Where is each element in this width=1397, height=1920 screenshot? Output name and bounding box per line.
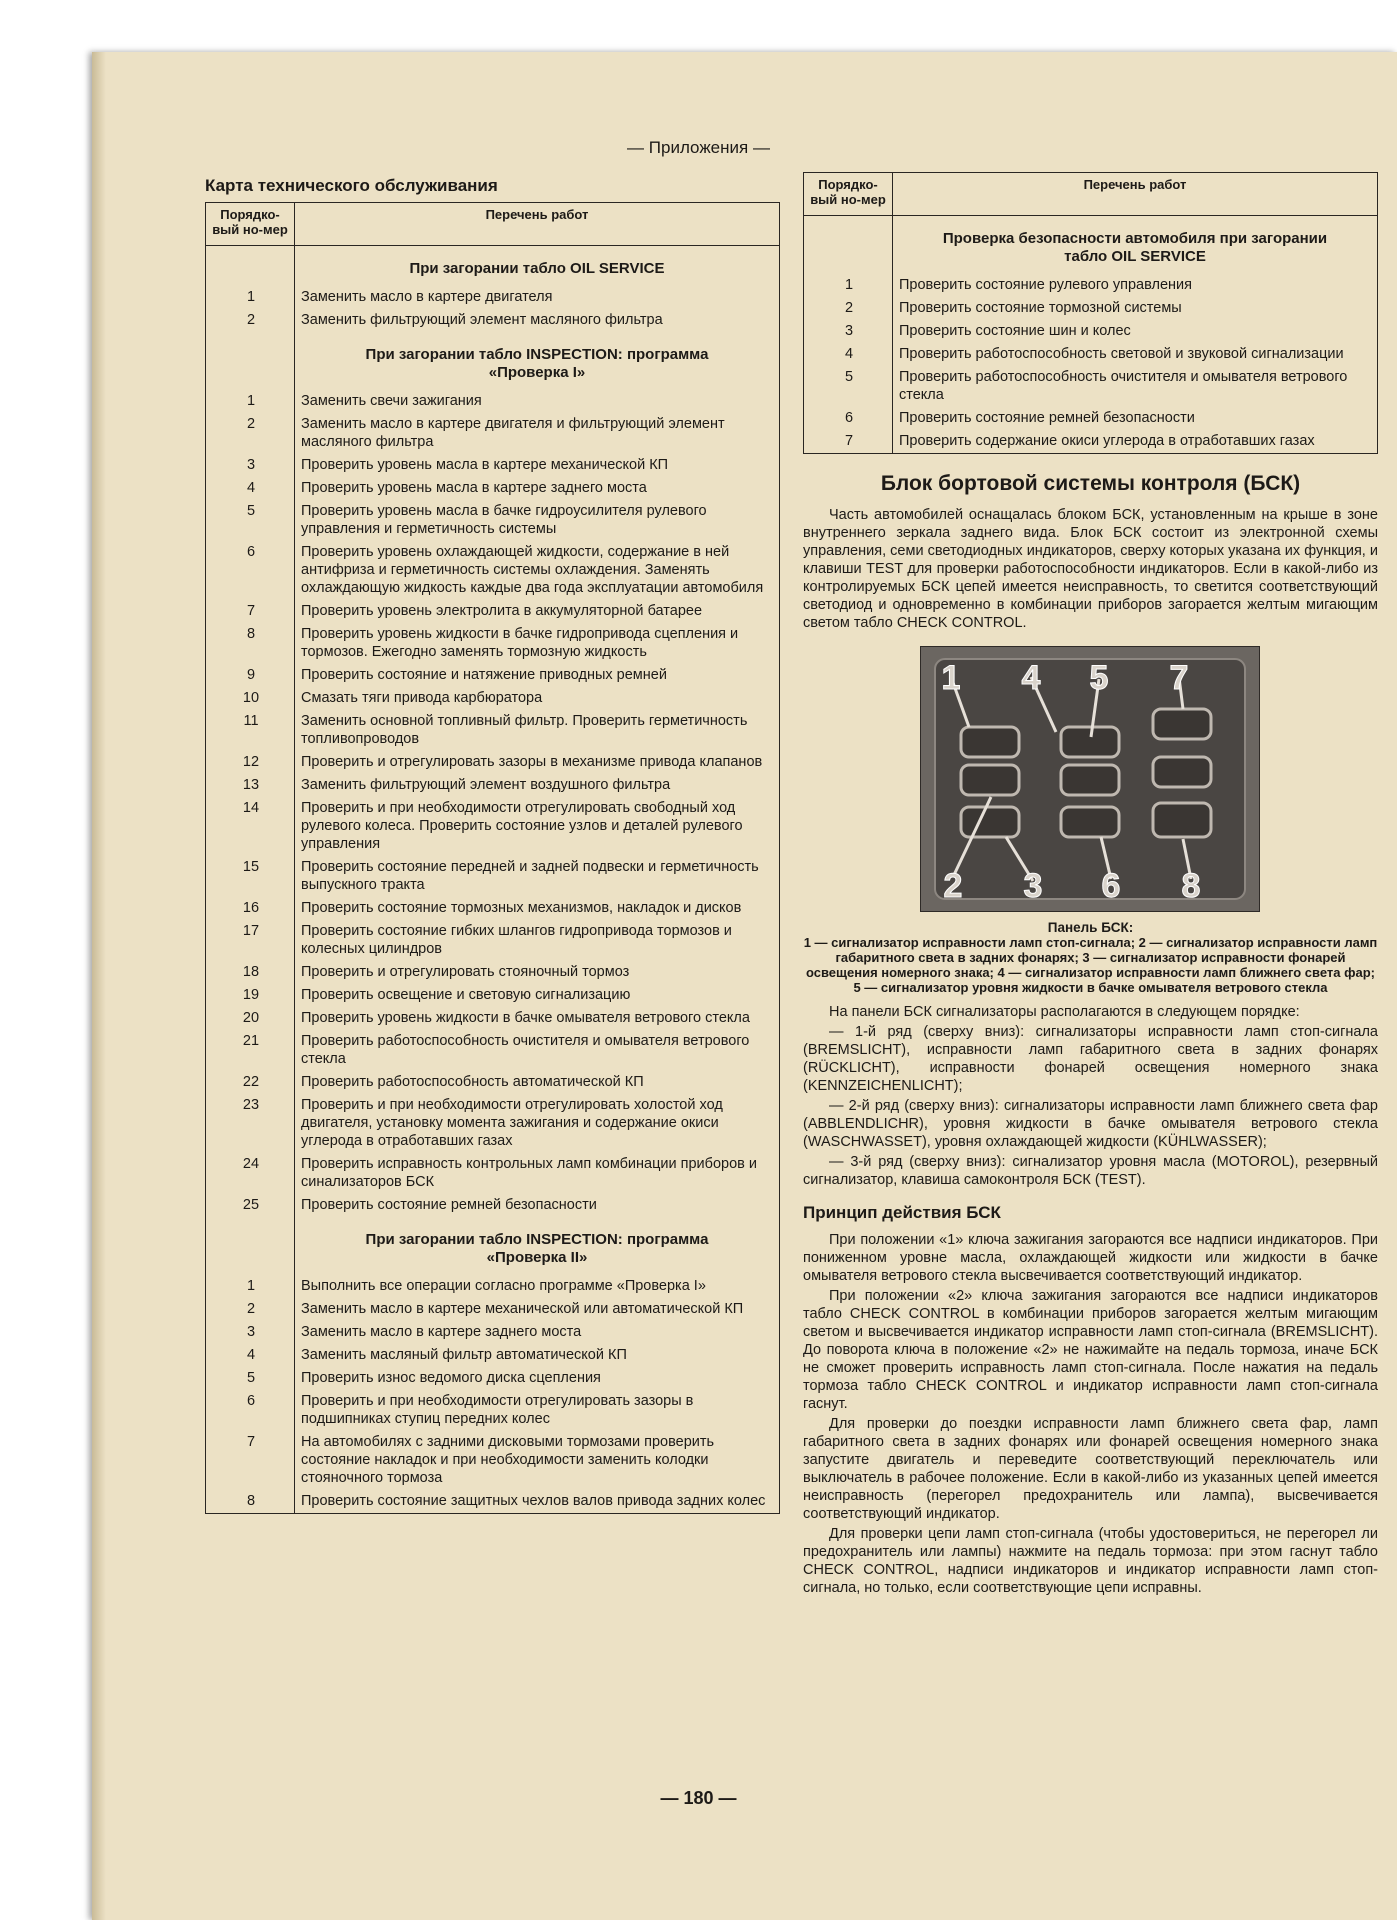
layout-item: — 3-й ряд (сверху вниз): сигнализатор уровня масла (MOTOROL), резервный сигнализатор, клавиша самоконтроля БСК (TEST). bbox=[803, 1154, 1378, 1188]
table-row bbox=[206, 856, 780, 897]
row-work: Проверить уровень жидкости в бачке гидропривода сцепления и тормозов. Ежегодно заменять тормозную жидкость bbox=[295, 623, 780, 664]
row-number: 10 bbox=[206, 687, 295, 710]
bsk-section-title: Блок бортовой системы контроля (БСК) bbox=[880, 472, 1301, 495]
table-row bbox=[804, 407, 1378, 430]
column-header-works: Перечень работ bbox=[295, 203, 780, 246]
table-row bbox=[206, 710, 780, 751]
layout-item: — 1-й ряд (сверху вниз): сигнализаторы исправности ламп стоп-сигнала (BREMSLICHT), исправности ламп габаритного света в задних фонарях (RÜCKLICHT), исправности фонарей освещения номерного знака (KENNZEICHENLICHT); bbox=[803, 1024, 1378, 1094]
row-number: 20 bbox=[206, 1007, 295, 1030]
row-work: Проверить состояние передней и задней подвески и герметичность выпускного тракта bbox=[295, 856, 780, 897]
row-work: Проверить содержание окиси углерода в отработавших газах bbox=[893, 430, 1378, 454]
running-head: — Приложения — bbox=[627, 138, 770, 157]
table-row bbox=[804, 343, 1378, 366]
row-work: Проверить состояние шин и колес bbox=[893, 320, 1378, 343]
row-number: 14 bbox=[206, 797, 295, 856]
column-header-number: Порядко-вый но-мер bbox=[804, 173, 893, 216]
row-work: Заменить масло в картере заднего моста bbox=[295, 1321, 780, 1344]
table-row bbox=[206, 1153, 780, 1194]
row-work: Заменить масло в картере механической или автоматической КП bbox=[295, 1298, 780, 1321]
row-work: Проверить и отрегулировать стояночный тормоз bbox=[295, 961, 780, 984]
row-number: 17 bbox=[206, 920, 295, 961]
table-row bbox=[206, 1298, 780, 1321]
table-row bbox=[206, 984, 780, 1007]
row-number: 5 bbox=[804, 366, 893, 407]
row-number: 7 bbox=[206, 600, 295, 623]
table-subheading: При загорании табло OIL SERVICE bbox=[295, 246, 780, 287]
row-number bbox=[804, 216, 893, 275]
row-work: Проверить уровень охлаждающей жидкости, содержание в ней антифриза и герметичность системы охлаждения. Заменять охлаждающую жидкость каждые два года эксплуатации автомобиля bbox=[295, 541, 780, 600]
table-row bbox=[206, 797, 780, 856]
table-subheading: При загорании табло INSPECTION: программа «Проверка I» bbox=[295, 332, 780, 390]
table-row bbox=[206, 1321, 780, 1344]
table-row bbox=[804, 430, 1378, 454]
table-row bbox=[206, 477, 780, 500]
row-work: Проверить уровень жидкости в бачке омывателя ветрового стекла bbox=[295, 1007, 780, 1030]
principle-paragraph: Для проверки цепи ламп стоп-сигнала (чтобы удостовериться, не перегорел ли предохранитель или лампы) нажмите на педаль тормоза: при этом гаснут табло CHECK CONTROL, надписи индикаторов и индикатор исправности ламп стоп-сигнала, но только, если соответствующие цепи исправны. bbox=[803, 1526, 1378, 1596]
left-column bbox=[205, 172, 780, 1514]
row-number: 4 bbox=[206, 1344, 295, 1367]
right-column bbox=[803, 172, 1378, 1599]
row-work: Смазать тяги привода карбюратора bbox=[295, 687, 780, 710]
row-work: Проверить состояние ремней безопасности bbox=[893, 407, 1378, 430]
table-row bbox=[206, 1390, 780, 1431]
row-number: 23 bbox=[206, 1094, 295, 1153]
row-work: Заменить фильтрующий элемент воздушного фильтра bbox=[295, 774, 780, 797]
table-row bbox=[804, 274, 1378, 297]
principle-title: Принцип действия БСК bbox=[803, 1203, 1001, 1222]
row-work: Заменить масло в картере двигателя и фильтрующий элемент масляного фильтра bbox=[295, 413, 780, 454]
row-work: Проверить состояние рулевого управления bbox=[893, 274, 1378, 297]
row-number: 5 bbox=[206, 1367, 295, 1390]
row-work: Проверить работоспособность световой и звуковой сигнализации bbox=[893, 343, 1378, 366]
row-work: Проверить работоспособность автоматической КП bbox=[295, 1071, 780, 1094]
row-work: Проверить состояние тормозных механизмов, накладок и дисков bbox=[295, 897, 780, 920]
table-row bbox=[206, 1367, 780, 1390]
row-work: Проверить и отрегулировать зазоры в механизме привода клапанов bbox=[295, 751, 780, 774]
table-subheading-row bbox=[804, 216, 1378, 275]
table-row bbox=[804, 297, 1378, 320]
row-number bbox=[206, 246, 295, 287]
table-row bbox=[206, 1071, 780, 1094]
row-number: 8 bbox=[206, 1490, 295, 1514]
row-work: Проверить работоспособность очистителя и омывателя ветрового стекла bbox=[295, 1030, 780, 1071]
table-row bbox=[206, 600, 780, 623]
row-work: Проверить состояние тормозной системы bbox=[893, 297, 1378, 320]
layout-intro: На панели БСК сигнализаторы располагаются в следующем порядке: bbox=[829, 1004, 1300, 1020]
row-work: Заменить основной топливный фильтр. Проверить герметичность топливопроводов bbox=[295, 710, 780, 751]
paper-edge bbox=[92, 52, 106, 1920]
row-work: Проверить износ ведомого диска сцепления bbox=[295, 1367, 780, 1390]
table-row bbox=[206, 1030, 780, 1071]
photo-label: 8 bbox=[1181, 867, 1201, 905]
table-row bbox=[206, 897, 780, 920]
row-work: Проверить и при необходимости отрегулировать холостой ход двигателя, установку момента зажигания и содержание окиси углерода в отработавших газах bbox=[295, 1094, 780, 1153]
table-row bbox=[206, 623, 780, 664]
table-row bbox=[206, 286, 780, 309]
bsk-intro-paragraph: Часть автомобилей оснащалась блоком БСК, установленным на крыше в зоне внутреннего зеркала заднего вида. Блок БСК состоит из электронной схемы управления, семи светодиодных индикаторов, сверху которых указана их функция, и клавиши TEST для проверки работоспособности индикаторов. Если в какой-либо из контролируемых БСК цепей имеется неисправность, то светится соответствующий светодиод и одновременно в комбинации приборов загорается желтым мигающим светом табло CHECK CONTROL. bbox=[803, 507, 1378, 631]
row-number: 6 bbox=[206, 541, 295, 600]
row-work: Заменить фильтрующий элемент масляного фильтра bbox=[295, 309, 780, 332]
table-row bbox=[206, 687, 780, 710]
table-subheading: Проверка безопасности автомобиля при загорании табло OIL SERVICE bbox=[893, 216, 1378, 275]
row-work: Выполнить все операции согласно программе «Проверка I» bbox=[295, 1275, 780, 1298]
row-number: 18 bbox=[206, 961, 295, 984]
maintenance-table bbox=[205, 202, 780, 1514]
table-row bbox=[206, 774, 780, 797]
table-subheading-row bbox=[206, 1217, 780, 1275]
column-header-number: Порядко-вый но-мер bbox=[206, 203, 295, 246]
row-number: 1 bbox=[206, 1275, 295, 1298]
table-row bbox=[206, 1094, 780, 1153]
row-number: 5 bbox=[206, 500, 295, 541]
table-row bbox=[206, 541, 780, 600]
table-row bbox=[206, 664, 780, 687]
row-work: Проверить работоспособность очистителя и омывателя ветрового стекла bbox=[893, 366, 1378, 407]
row-number: 2 bbox=[804, 297, 893, 320]
row-number: 12 bbox=[206, 751, 295, 774]
photo-label: 6 bbox=[1101, 867, 1121, 905]
table-row bbox=[206, 1275, 780, 1298]
row-work: Проверить уровень электролита в аккумуляторной батарее bbox=[295, 600, 780, 623]
row-number: 6 bbox=[804, 407, 893, 430]
row-number: 3 bbox=[206, 454, 295, 477]
row-number: 19 bbox=[206, 984, 295, 1007]
photo-caption: 1 — сигнализатор исправности ламп стоп-сигнала; 2 — сигнализатор исправности ламп габаритного света в задних фонарях; 3 — сигнализатор исправности фонарей освещения номерного знака; 4 — сигнализатор исправности ламп ближнего света фар; 5 — сигнализатор уровня жидкости в бачке омывателя ветрового стекла bbox=[803, 935, 1378, 995]
table-row bbox=[206, 309, 780, 332]
principle-paragraph: При положении «2» ключа зажигания загораются все надписи индикаторов табло CHECK CONTROL в комбинации приборов загорается желтым мигающим светом и высвечивается индикатор исправности ламп стоп-сигнала (BREMSLICHT). До поворота ключа в положение «2» не нажимайте на педаль тормоза, иначе БСК не сможет проверить исправность ламп стоп-сигнала. После нажатия на педаль тормоза табло CHECK CONTROL и индикатор исправности ламп стоп-сигнала гаснут. bbox=[803, 1288, 1378, 1412]
row-number: 7 bbox=[804, 430, 893, 454]
principle-paragraph: Для проверки до поездки исправности ламп ближнего света фар, ламп габаритного света в задних фонарях или фонарей освещения номерного знака запустите двигатель и переведите соответствующий переключатель или выключатель в рабочее положение. Если в какой-либо из указанных цепей имеется неисправность (перегорел предохранитель или лампа), высвечивается соответствующий индикатор. bbox=[803, 1416, 1378, 1522]
table-subheading: При загорании табло INSPECTION: программа «Проверка II» bbox=[295, 1217, 780, 1275]
row-work: Заменить свечи зажигания bbox=[295, 390, 780, 413]
row-number: 4 bbox=[804, 343, 893, 366]
row-number bbox=[206, 332, 295, 390]
row-work: Проверить уровень масла в бачке гидроусилителя рулевого управления и герметичность системы bbox=[295, 500, 780, 541]
row-number: 2 bbox=[206, 309, 295, 332]
table-row bbox=[206, 1194, 780, 1217]
row-work: Проверить состояние гибких шлангов гидропривода тормозов и колесных цилиндров bbox=[295, 920, 780, 961]
photo-caption-title: Панель БСК: bbox=[1047, 920, 1134, 935]
row-work: Проверить исправность контрольных ламп комбинации приборов и синализаторов БСК bbox=[295, 1153, 780, 1194]
row-number: 1 bbox=[206, 390, 295, 413]
photo-label: 5 bbox=[1089, 659, 1109, 697]
row-number: 21 bbox=[206, 1030, 295, 1071]
bsk-panel-illustration bbox=[921, 647, 1259, 911]
row-work: Проверить состояние защитных чехлов валов привода задних колес bbox=[295, 1490, 780, 1514]
page-number: — 180 — bbox=[660, 1788, 737, 1808]
row-number: 15 bbox=[206, 856, 295, 897]
row-work: Проверить уровень масла в картере заднего моста bbox=[295, 477, 780, 500]
column-header-works: Перечень работ bbox=[893, 173, 1378, 216]
table-row bbox=[206, 1007, 780, 1030]
table-row bbox=[206, 454, 780, 477]
row-work: На автомобилях с задними дисковыми тормозами проверить состояние накладок и при необходимости заменить колодки стояночного тормоза bbox=[295, 1431, 780, 1490]
row-number: 9 bbox=[206, 664, 295, 687]
maintenance-table-body bbox=[206, 246, 780, 1514]
photo-label: 7 bbox=[1169, 659, 1189, 697]
row-number: 3 bbox=[804, 320, 893, 343]
table-row bbox=[206, 1490, 780, 1514]
row-number: 3 bbox=[206, 1321, 295, 1344]
photo-label: 1 bbox=[941, 659, 961, 697]
row-number: 24 bbox=[206, 1153, 295, 1194]
row-work: Проверить уровень масла в картере механической КП bbox=[295, 454, 780, 477]
row-number: 2 bbox=[206, 1298, 295, 1321]
table-row bbox=[206, 961, 780, 984]
row-number: 22 bbox=[206, 1071, 295, 1094]
table-subheading-row bbox=[206, 246, 780, 287]
row-work: Проверить состояние ремней безопасности bbox=[295, 1194, 780, 1217]
principle-paragraph: При положении «1» ключа зажигания загораются все надписи индикаторов. При пониженном уровне масла, охлаждающей жидкости или жидкости в бачке омывателя ветрового стекла высвечивается соответствующий индикатор. bbox=[803, 1232, 1378, 1284]
safety-check-table-body bbox=[804, 216, 1378, 454]
row-work: Проверить освещение и световую сигнализацию bbox=[295, 984, 780, 1007]
row-number: 8 bbox=[206, 623, 295, 664]
layout-item: — 2-й ряд (сверху вниз): сигнализаторы исправности ламп ближнего света фар (ABBLENDLICHR), уровня жидкости в бачке омывателя ветрового стекла (WASCHWASSET), уровня охлаждающей жидкости (KÜHLWASSER); bbox=[803, 1098, 1378, 1150]
row-number: 16 bbox=[206, 897, 295, 920]
row-number: 6 bbox=[206, 1390, 295, 1431]
table-row bbox=[206, 390, 780, 413]
row-number: 11 bbox=[206, 710, 295, 751]
photo-label: 3 bbox=[1023, 867, 1043, 905]
photo-label: 2 bbox=[943, 867, 963, 905]
row-number: 1 bbox=[804, 274, 893, 297]
table-subheading-row bbox=[206, 332, 780, 390]
photo-label: 4 bbox=[1021, 659, 1041, 697]
table-row bbox=[206, 500, 780, 541]
row-work: Проверить и при необходимости отрегулировать зазоры в подшипниках ступиц передних колес bbox=[295, 1390, 780, 1431]
table-row bbox=[804, 366, 1378, 407]
bsk-panel-photo bbox=[920, 646, 1260, 912]
row-work: Заменить масло в картере двигателя bbox=[295, 286, 780, 309]
safety-check-table bbox=[803, 172, 1378, 454]
table-row bbox=[206, 413, 780, 454]
table-row bbox=[206, 1431, 780, 1490]
row-number: 2 bbox=[206, 413, 295, 454]
row-number: 4 bbox=[206, 477, 295, 500]
row-number: 13 bbox=[206, 774, 295, 797]
table-row bbox=[206, 920, 780, 961]
maintenance-card-title: Карта технического обслуживания bbox=[205, 176, 498, 195]
row-number: 7 bbox=[206, 1431, 295, 1490]
table-row bbox=[206, 1344, 780, 1367]
table-row bbox=[206, 751, 780, 774]
row-number: 1 bbox=[206, 286, 295, 309]
row-work: Проверить состояние и натяжение приводных ремней bbox=[295, 664, 780, 687]
row-number bbox=[206, 1217, 295, 1275]
row-work: Проверить и при необходимости отрегулировать свободный ход рулевого колеса. Проверить состояние узлов и деталей рулевого управления bbox=[295, 797, 780, 856]
row-work: Заменить масляный фильтр автоматической КП bbox=[295, 1344, 780, 1367]
row-number: 25 bbox=[206, 1194, 295, 1217]
table-row bbox=[804, 320, 1378, 343]
